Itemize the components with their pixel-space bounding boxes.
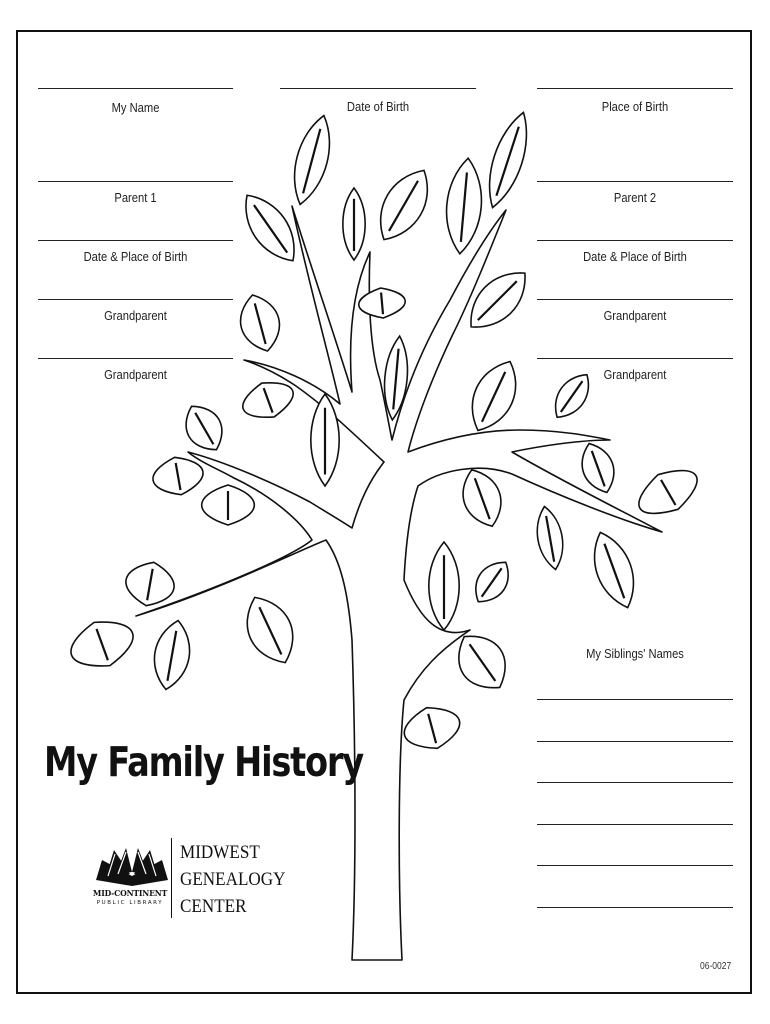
library-name: MID-CONTINENT <box>92 889 168 899</box>
leaf <box>455 464 510 533</box>
page-title: My Family History <box>44 738 363 786</box>
leaf <box>479 108 537 212</box>
leaf <box>64 611 141 676</box>
form-code: 06-0027 <box>700 961 732 972</box>
parent-2-date-place-label: Date & Place of Birth <box>583 249 687 264</box>
parent-1-line[interactable] <box>38 181 233 182</box>
place-of-birth-line[interactable] <box>537 88 733 89</box>
leaf <box>122 558 178 610</box>
leaf <box>443 157 486 256</box>
leaf <box>630 458 706 525</box>
grandparent-right-1-label: Grandparent <box>603 308 667 323</box>
leaf <box>343 188 365 260</box>
parent-1-date-place-line[interactable] <box>38 240 233 241</box>
leaf <box>584 527 644 614</box>
sibling-name-line[interactable] <box>537 865 733 866</box>
leaf <box>285 112 338 209</box>
my-name-line[interactable] <box>38 88 233 89</box>
siblings-label: My Siblings' Names <box>586 646 684 661</box>
center-name-line-1: MIDWEST <box>180 842 260 863</box>
parent-1-label: Parent 1 <box>114 190 157 205</box>
leaf <box>150 453 206 499</box>
leaf <box>467 554 518 610</box>
leaf <box>461 353 528 438</box>
my-name-label: My Name <box>111 100 160 115</box>
grandparent-right-2-line[interactable] <box>537 358 733 359</box>
leaf <box>233 185 307 270</box>
center-name-line-2: GENEALOGY <box>180 869 286 890</box>
logo-divider <box>171 838 172 918</box>
leaf <box>367 161 440 250</box>
leaf <box>149 618 195 693</box>
leaf <box>532 504 567 571</box>
leaf <box>429 542 459 630</box>
sibling-name-line[interactable] <box>537 782 733 783</box>
sibling-name-line[interactable] <box>537 699 733 700</box>
leaf <box>575 438 621 497</box>
leaf <box>177 398 232 459</box>
parent-2-line[interactable] <box>537 181 733 182</box>
place-of-birth-label: Place of Birth <box>601 99 669 114</box>
grandparent-left-1-line[interactable] <box>38 299 233 300</box>
center-name-line-3: CENTER <box>180 896 247 917</box>
date-of-birth-label: Date of Birth <box>346 99 410 114</box>
date-of-birth-line[interactable] <box>280 88 476 89</box>
grandparent-right-2-label: Grandparent <box>603 367 667 382</box>
leaf <box>399 700 465 755</box>
grandparent-left-2-line[interactable] <box>38 358 233 359</box>
sibling-name-line[interactable] <box>537 741 733 742</box>
sibling-name-line[interactable] <box>537 907 733 908</box>
parent-2-date-place-line[interactable] <box>537 240 733 241</box>
parent-2-label: Parent 2 <box>613 190 657 205</box>
grandparent-left-2-label: Grandparent <box>104 367 167 382</box>
open-book-logo-icon <box>92 846 172 888</box>
grandparent-right-1-line[interactable] <box>537 299 733 300</box>
sibling-name-line[interactable] <box>537 824 733 825</box>
library-subtitle: PUBLIC LIBRARY <box>96 900 164 906</box>
leaf <box>202 485 255 525</box>
grandparent-left-1-label: Grandparent <box>104 308 167 323</box>
leaf <box>236 588 305 671</box>
leaf <box>234 290 286 356</box>
parent-1-date-place-label: Date & Place of Birth <box>83 249 188 264</box>
